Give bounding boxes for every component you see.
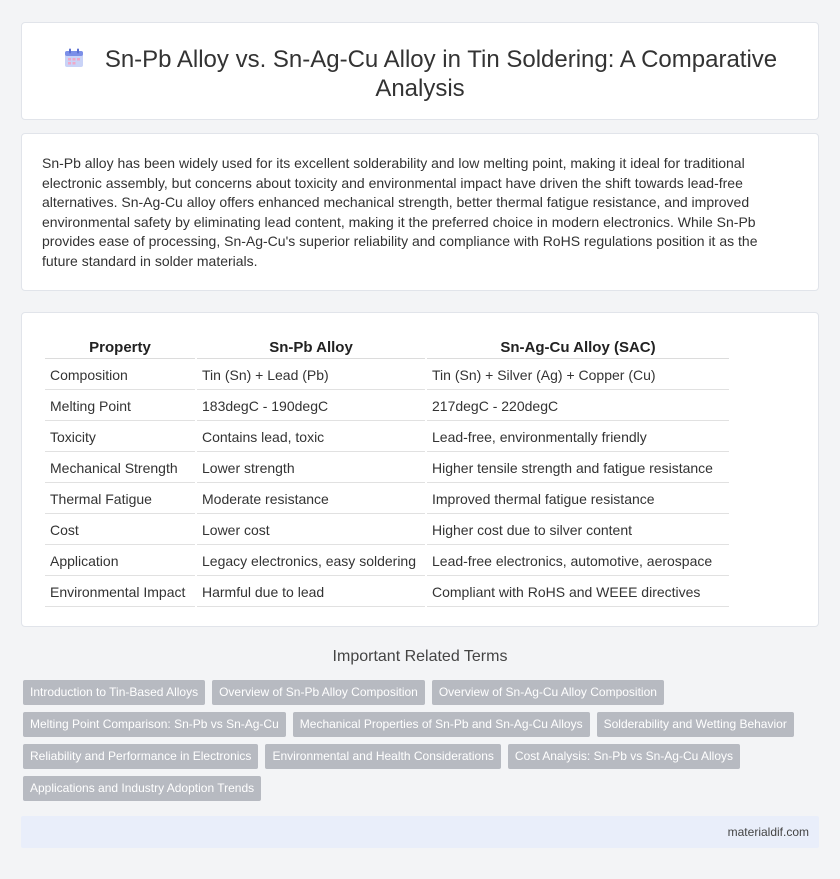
table-cell: Higher cost due to silver content bbox=[427, 516, 729, 545]
table-cell: Thermal Fatigue bbox=[45, 485, 195, 514]
comparison-table bbox=[43, 335, 731, 609]
related-terms-list bbox=[23, 680, 803, 808]
table-cell: Mechanical Strength bbox=[45, 454, 195, 483]
table-cell: Composition bbox=[45, 361, 195, 390]
header-sac: Sn-Ag-Cu Alloy (SAC) bbox=[427, 337, 729, 359]
table-cell: Legacy electronics, easy soldering bbox=[197, 547, 425, 576]
title-card bbox=[21, 22, 819, 120]
table-cell: Lower cost bbox=[197, 516, 425, 545]
table-row bbox=[45, 578, 729, 607]
related-term-tag[interactable]: Overview of Sn-Ag-Cu Alloy Composition bbox=[432, 680, 664, 705]
related-term-tag[interactable]: Applications and Industry Adoption Trends bbox=[23, 776, 261, 801]
calendar-icon bbox=[63, 47, 85, 69]
header-snpb: Sn-Pb Alloy bbox=[197, 337, 425, 359]
table-cell: Compliant with RoHS and WEEE directives bbox=[427, 578, 729, 607]
table-row bbox=[45, 423, 729, 452]
table-cell: Tin (Sn) + Silver (Ag) + Copper (Cu) bbox=[427, 361, 729, 390]
table-header-row bbox=[45, 337, 729, 359]
related-term-tag[interactable]: Introduction to Tin-Based Alloys bbox=[23, 680, 205, 705]
header-property: Property bbox=[45, 337, 195, 359]
related-term-tag[interactable]: Reliability and Performance in Electronics bbox=[23, 744, 258, 769]
footer bbox=[21, 816, 819, 848]
table-cell: Tin (Sn) + Lead (Pb) bbox=[197, 361, 425, 390]
table-row bbox=[45, 454, 729, 483]
page-title bbox=[22, 45, 818, 103]
comparison-table-card bbox=[21, 312, 819, 627]
related-term-tag[interactable]: Cost Analysis: Sn-Pb vs Sn-Ag-Cu Alloys bbox=[508, 744, 740, 769]
table-cell: Lead-free, environmentally friendly bbox=[427, 423, 729, 452]
table-cell: Harmful due to lead bbox=[197, 578, 425, 607]
table-cell: Melting Point bbox=[45, 392, 195, 421]
summary-card bbox=[21, 133, 819, 291]
table-cell: Environmental Impact bbox=[45, 578, 195, 607]
table-row bbox=[45, 485, 729, 514]
summary-text: Sn-Pb alloy has been widely used for its excellent solderability and low melting point, making it ideal for traditional electronic assembly, but concerns about toxicity and environmental impact have driven the shift towards lead-free alternatives. Sn-Ag-Cu alloy offers enhanced mechanical strength, better thermal fatigue resistance, and improved environmental safety by eliminating lead content, making it the preferred choice in modern electronics. While Sn-Pb provides ease of processing, Sn-Ag-Cu's superior reliability and compliance with RoHS regulations position it as the future standard in solder materials. bbox=[42, 155, 758, 269]
related-term-tag[interactable]: Melting Point Comparison: Sn-Pb vs Sn-Ag-Cu bbox=[23, 712, 286, 737]
related-term-tag[interactable]: Environmental and Health Considerations bbox=[265, 744, 500, 769]
table-cell: 183degC - 190degC bbox=[197, 392, 425, 421]
table-cell: Toxicity bbox=[45, 423, 195, 452]
table-row bbox=[45, 361, 729, 390]
table-cell: 217degC - 220degC bbox=[427, 392, 729, 421]
table-cell: Cost bbox=[45, 516, 195, 545]
footer-site-link[interactable]: materialdif.com bbox=[727, 825, 809, 839]
related-term-tag[interactable]: Overview of Sn-Pb Alloy Composition bbox=[212, 680, 425, 705]
table-cell: Higher tensile strength and fatigue resistance bbox=[427, 454, 729, 483]
related-term-tag[interactable]: Solderability and Wetting Behavior bbox=[597, 712, 794, 737]
related-term-tag[interactable]: Mechanical Properties of Sn-Pb and Sn-Ag-Cu Alloys bbox=[293, 712, 590, 737]
table-row bbox=[45, 516, 729, 545]
table-cell: Moderate resistance bbox=[197, 485, 425, 514]
table-cell: Lower strength bbox=[197, 454, 425, 483]
table-row bbox=[45, 392, 729, 421]
related-terms-heading: Important Related Terms bbox=[332, 648, 508, 665]
table-cell: Improved thermal fatigue resistance bbox=[427, 485, 729, 514]
table-cell: Application bbox=[45, 547, 195, 576]
table-cell: Contains lead, toxic bbox=[197, 423, 425, 452]
table-cell: Lead-free electronics, automotive, aerospace bbox=[427, 547, 729, 576]
table-row bbox=[45, 547, 729, 576]
page-title-text: Sn-Pb Alloy vs. Sn-Ag-Cu Alloy in Tin Soldering: A Comparative Analysis bbox=[104, 46, 778, 102]
